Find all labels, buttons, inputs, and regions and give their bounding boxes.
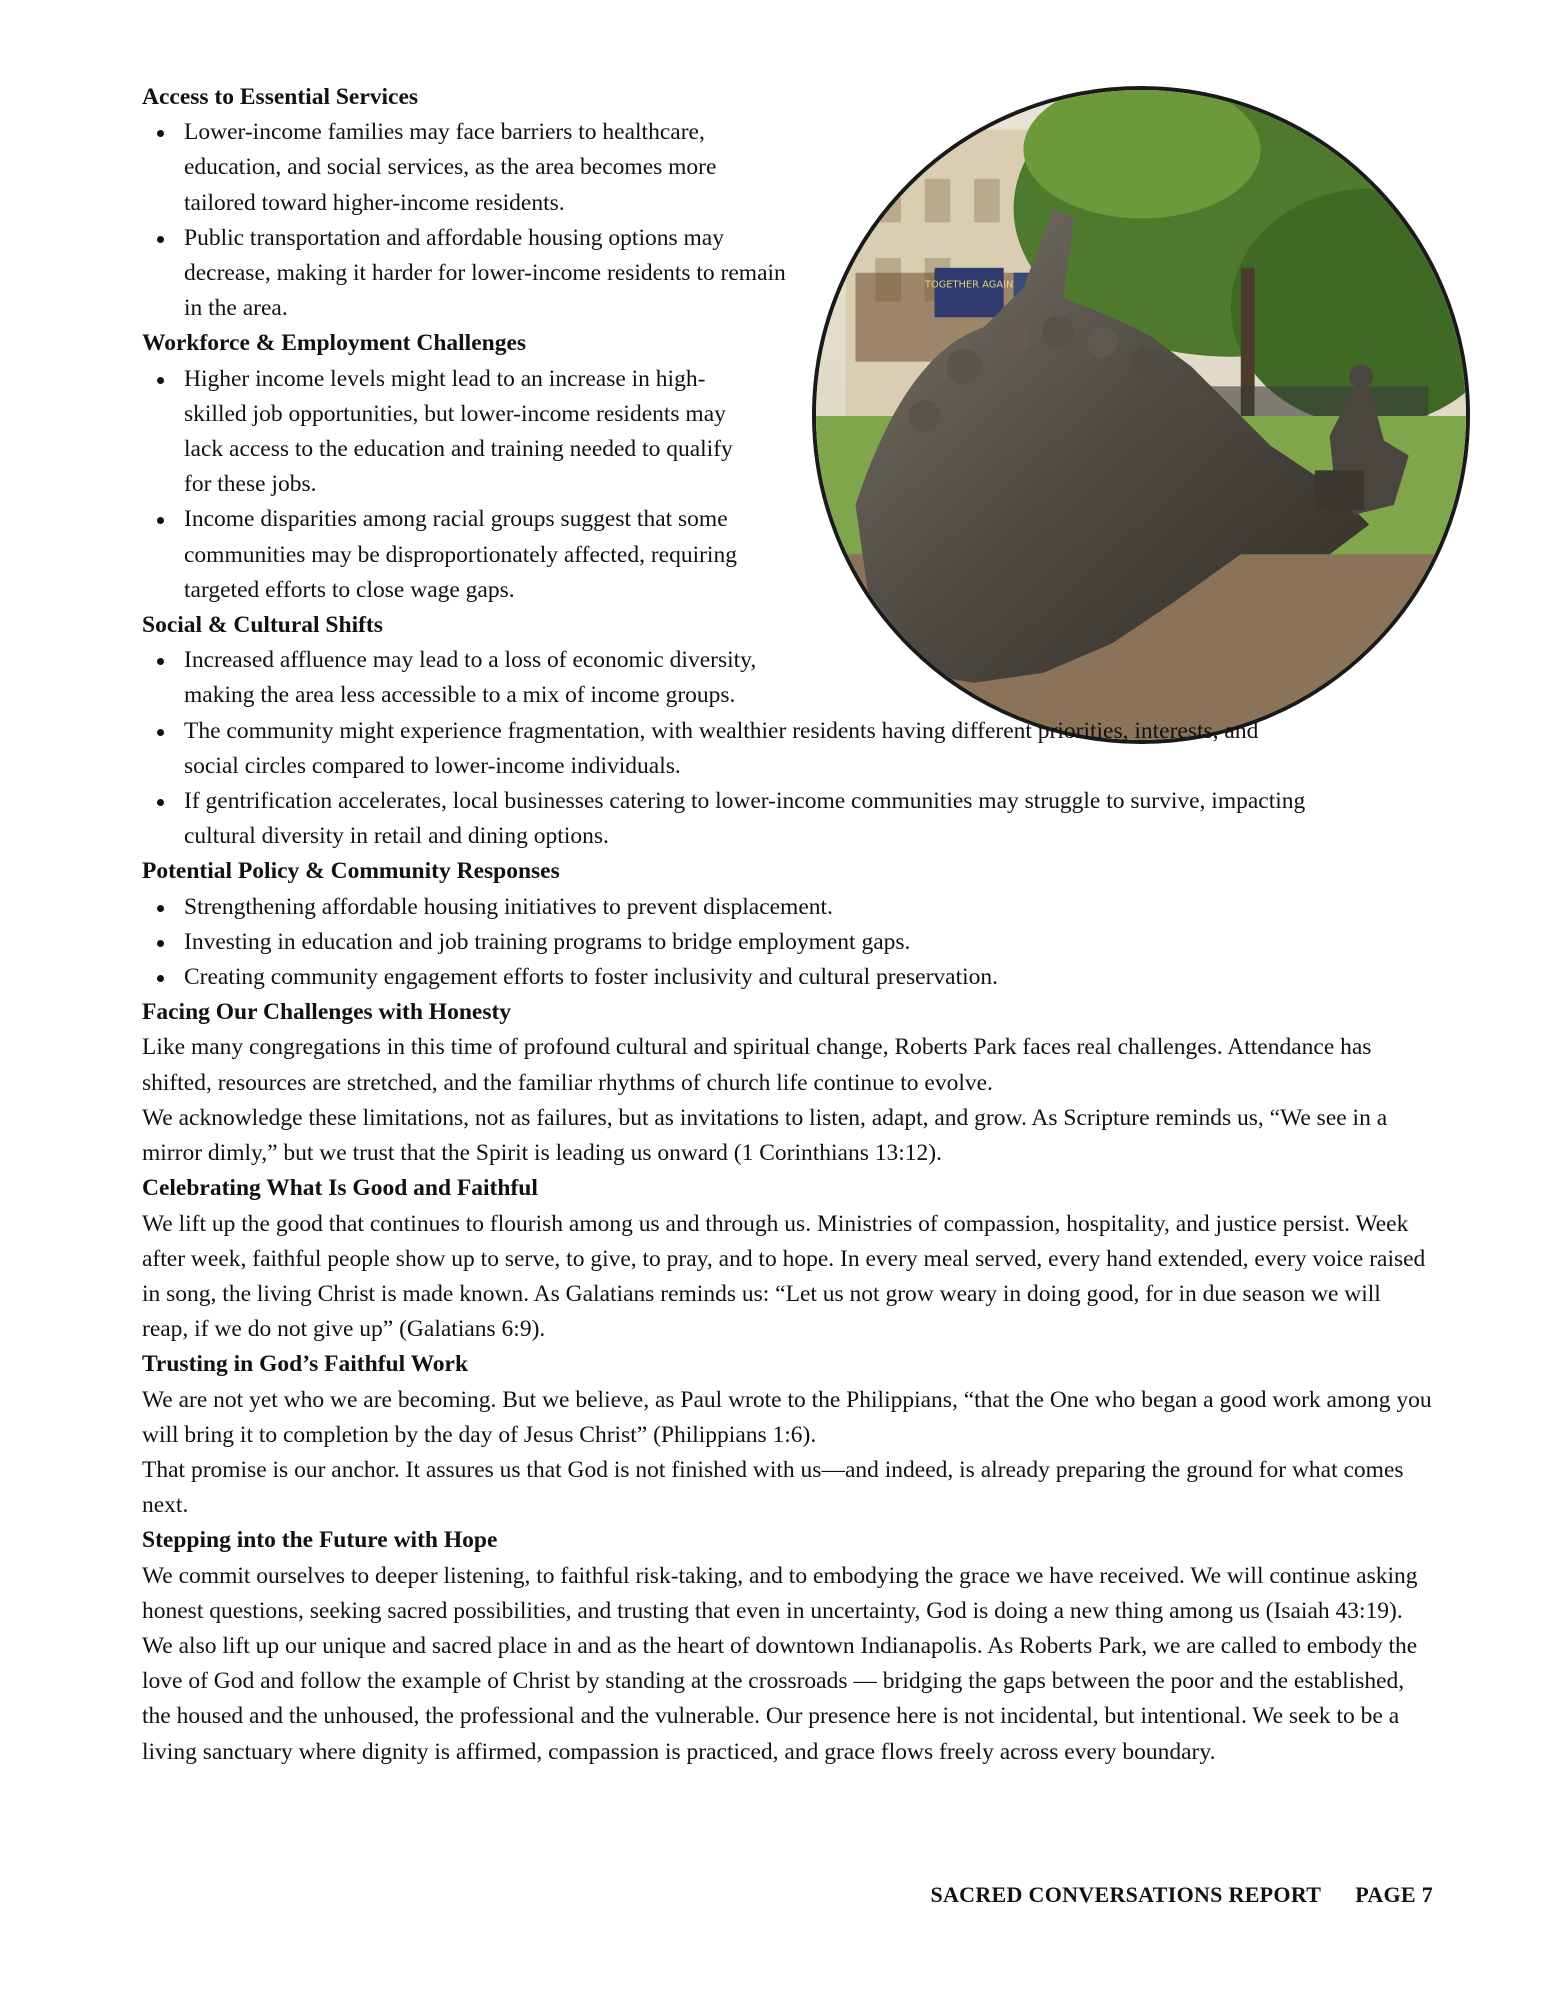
section-heading-access: Access to Essential Services <box>142 84 419 110</box>
section-heading-policy: Potential Policy & Community Responses <box>142 858 560 885</box>
section-heading-future: Stepping into the Future with Hope <box>142 1527 498 1554</box>
list-item: The community might experience fragmentation, with wealthier residents having different priorities, interests, and social circles compared to lower-income individuals. <box>142 714 1284 784</box>
list-item: Income disparities among racial groups suggest that some communities may be disproportionately affected, requiring targeted efforts to close wage gaps. <box>142 502 792 608</box>
banner-text: TOGETHER AGAIN <box>924 279 1014 291</box>
paragraph: That promise is our anchor. It assures us that God is not finished with us—and indeed, is already preparing the ground for what comes next. <box>142 1456 1404 1519</box>
policy-bullet-list <box>142 890 1432 996</box>
list-item: Creating community engagement efforts to foster inclusivity and cultural preservation. <box>142 960 1432 995</box>
list-item: Investing in education and job training programs to bridge employment gaps. <box>142 925 1432 960</box>
list-item: If gentrification accelerates, local businesses catering to lower-income communities may struggle to survive, impacting cultural diversity in retail and dining options. <box>142 784 1374 854</box>
section-heading-workforce: Workforce & Employment Challenges <box>142 330 527 357</box>
list-item: Public transportation and affordable housing options may decrease, making it harder for lower-income residents to remain in the area. <box>142 221 792 327</box>
access-bullet-list <box>142 115 822 326</box>
paragraph: We commit ourselves to deeper listening, to faithful risk-taking, and to embodying the grace we have received. We will continue asking honest questions, seeking sacred possibilities, and trusting that even in uncertainty, God is doing a new thing among us (Isaiah 43:19). <box>142 1562 1418 1624</box>
list-item: Strengthening affordable housing initiatives to prevent displacement. <box>142 890 1432 925</box>
section-heading-celebrating: Celebrating What Is Good and Faithful <box>142 1175 538 1202</box>
paragraph: We also lift up our unique and sacred place in and as the heart of downtown Indianapolis. As Roberts Park, we are called to embody the love of God and follow the example of Christ by standing at the crossroads — bridging the gaps between the poor and the established, the housed and the unhoused, the professional and the vulnerable. Our presence here is not incidental, but intentional. We seek to be a living sanctuary where dignity is affirmed, compassion is practiced, and grace flows freely across every boundary. <box>142 1632 1418 1765</box>
section-heading-honesty: Facing Our Challenges with Honesty <box>142 999 512 1026</box>
page-footer <box>930 1882 1433 1908</box>
page-number: PAGE 7 <box>1355 1882 1433 1907</box>
social-bullet-list <box>142 643 1432 854</box>
workforce-bullet-list <box>142 362 822 608</box>
report-title: SACRED CONVERSATIONS REPORT <box>930 1882 1322 1907</box>
section-heading-social: Social & Cultural Shifts <box>142 612 383 639</box>
paragraph: We acknowledge these limitations, not as failures, but as invitations to listen, adapt, and grow. As Scripture reminds us, “We see in a mirror dimly,” but we trust that the Spirit is leading us onward (1 Corinthians 13:12). <box>142 1104 1388 1167</box>
list-item: Lower-income families may face barriers to healthcare, education, and social services, as the area becomes more tailored toward higher-income residents. <box>142 115 792 221</box>
paragraph: Like many congregations in this time of profound cultural and spiritual change, Roberts Park faces real challenges. Attendance has shifted, resources are stretched, and the familiar rhythms of church life continue to evolve. <box>142 1034 1372 1096</box>
paragraph: We are not yet who we are becoming. But we believe, as Paul wrote to the Philippians, “that the One who began a good work among you will bring it to completion by the day of Jesus Christ” (Philippians 1:6). <box>142 1386 1432 1448</box>
list-item: Increased affluence may lead to a loss of economic diversity, making the area less accessible to a mix of income groups. <box>142 643 774 713</box>
list-item: Higher income levels might lead to an increase in high-skilled job opportunities, but lower-income residents may lack access to the education and training needed to qualify for these jobs. <box>142 362 754 503</box>
section-heading-trusting: Trusting in God’s Faithful Work <box>142 1351 469 1378</box>
paragraph: We lift up the good that continues to flourish among us and through us. Ministries of compassion, hospitality, and justice persist. Week after week, faithful people show up to serve, to give, to pray, and to hope. In every meal served, every hand extended, every voice raised in song, the living Christ is made known. As Galatians reminds us: “Let us not grow weary in doing good, for in due season we will reap, if we do not give up” (Galatians 6:9). <box>142 1210 1426 1343</box>
